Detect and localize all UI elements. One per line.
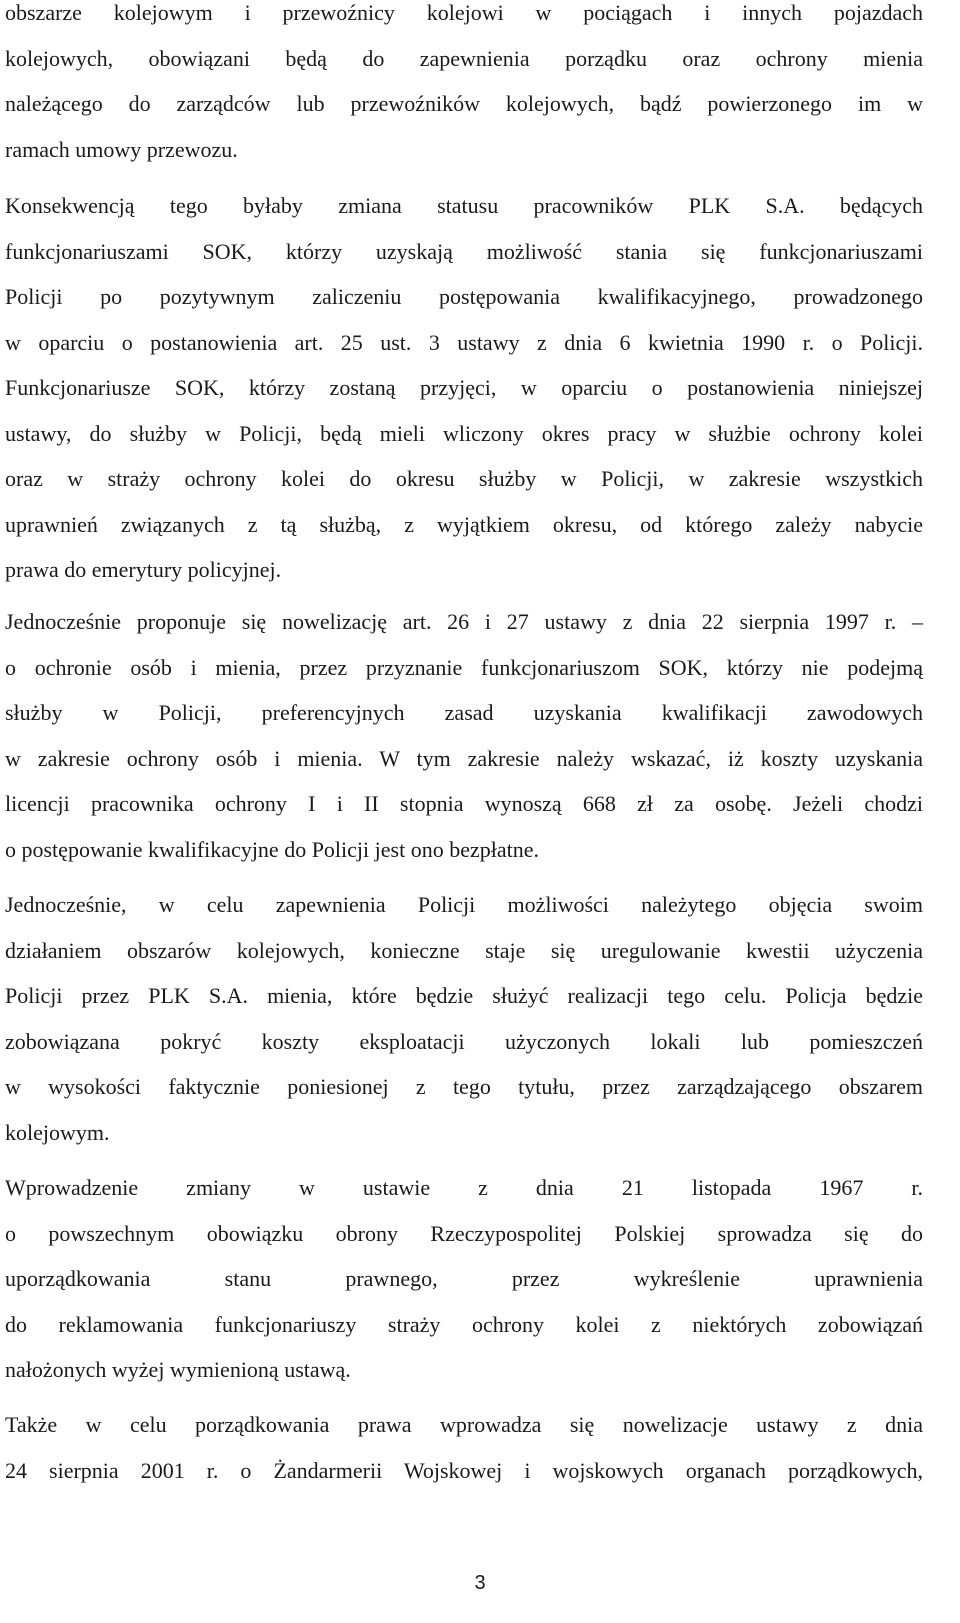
text-line: ustawy, do służby w Policji, będą mieli wliczony okres pracy w służbie ochrony kolei [5,420,923,446]
text-line: ramach umowy przewozu. [5,136,238,162]
text-line: kolejowym. [5,1119,110,1145]
text-line: uporządkowania stanu prawnego, przez wykreślenie uprawnienia [5,1266,923,1291]
text-line: w oparciu o postanowienia art. 25 ust. 3 ustawy z dnia 6 kwietnia 1990 r. o Policji. [5,329,923,355]
text-line: o ochronie osób i mienia, przez przyznanie funkcjonariuszom SOK, którzy nie podejmą [5,654,923,680]
text-line: Konsekwencją tego byłaby zmiana statusu pracowników PLK S.A. będących [5,193,923,218]
text-line: Jednocześnie proponuje się nowelizację art. 26 i 27 ustawy z dnia 22 sierpnia 1997 r. – [5,609,923,634]
text-line: w zakresie ochrony osób i mienia. W tym zakresie należy wskazać, iż koszty uzyskania [5,745,923,771]
page-number: 3 [474,1572,486,1594]
text-line: do reklamowania funkcjonariuszy straży ochrony kolei z niektórych zobowiązań [5,1311,923,1337]
text-line: Jednocześnie, w celu zapewnienia Policji możliwości należytego objęcia swoim [5,892,923,917]
text-line: Policji przez PLK S.A. mienia, które będzie służyć realizacji tego celu. Policja będzie [5,983,923,1008]
text-line: w wysokości faktycznie poniesionej z tego tytułu, przez zarządzającego obszarem [5,1074,923,1099]
text-line: oraz w straży ochrony kolei do okresu służby w Policji, w zakresie wszystkich [5,466,923,491]
text-line: Policji po pozytywnym zaliczeniu postępowania kwalifikacyjnego, prowadzonego [5,284,923,309]
paragraph-2 [5,183,923,593]
paragraph-6 [5,1402,923,1493]
text-line: o postępowanie kwalifikacyjne do Policji jest ono bezpłatne. [5,836,539,862]
text-line: należącego do zarządców lub przewoźników kolejowych, bądź powierzonego im w [5,91,923,116]
text-line: służby w Policji, preferencyjnych zasad uzyskania kwalifikacji zawodowych [5,700,923,725]
text-line: obszarze kolejowym i przewoźnicy kolejowi w pociągach i innych pojazdach [5,0,923,25]
text-line: funkcjonariuszami SOK, którzy uzyskają możliwość stania się funkcjonariuszami [5,238,923,264]
text-line: 24 sierpnia 2001 r. o Żandarmerii Wojskowej i wojskowych organach porządkowych, [5,1457,923,1483]
paragraph-1 [5,0,923,172]
paragraph-3 [5,599,923,872]
text-line: prawa do emerytury policyjnej. [5,557,282,582]
text-line: Wprowadzenie zmiany w ustawie z dnia 21 listopada 1967 r. [5,1175,923,1200]
paragraph-5 [5,1165,923,1393]
text-line: zobowiązana pokryć koszty eksploatacji użyczonych lokali lub pomieszczeń [5,1028,923,1054]
text-line: Także w celu porządkowania prawa wprowadza się nowelizacje ustawy z dnia [5,1412,923,1437]
text-line: nałożonych wyżej wymienioną ustawą. [5,1357,351,1382]
text-line: licencji pracownika ochrony I i II stopnia wynoszą 668 zł za osobę. Jeżeli chodzi [5,791,923,816]
text-line: uprawnień związanych z tą służbą, z wyjątkiem okresu, od którego zależy nabycie [5,511,923,537]
paragraph-4 [5,882,923,1155]
text-line: działaniem obszarów kolejowych, konieczne staje się uregulowanie kwestii użyczenia [5,937,923,963]
text-line: o powszechnym obowiązku obrony Rzeczypospolitej Polskiej sprowadza się do [5,1220,923,1246]
text-line: Funkcjonariusze SOK, którzy zostaną przyjęci, w oparciu o postanowienia niniejszej [5,375,923,400]
text-line: kolejowych, obowiązani będą do zapewnienia porządku oraz ochrony mienia [5,45,923,71]
